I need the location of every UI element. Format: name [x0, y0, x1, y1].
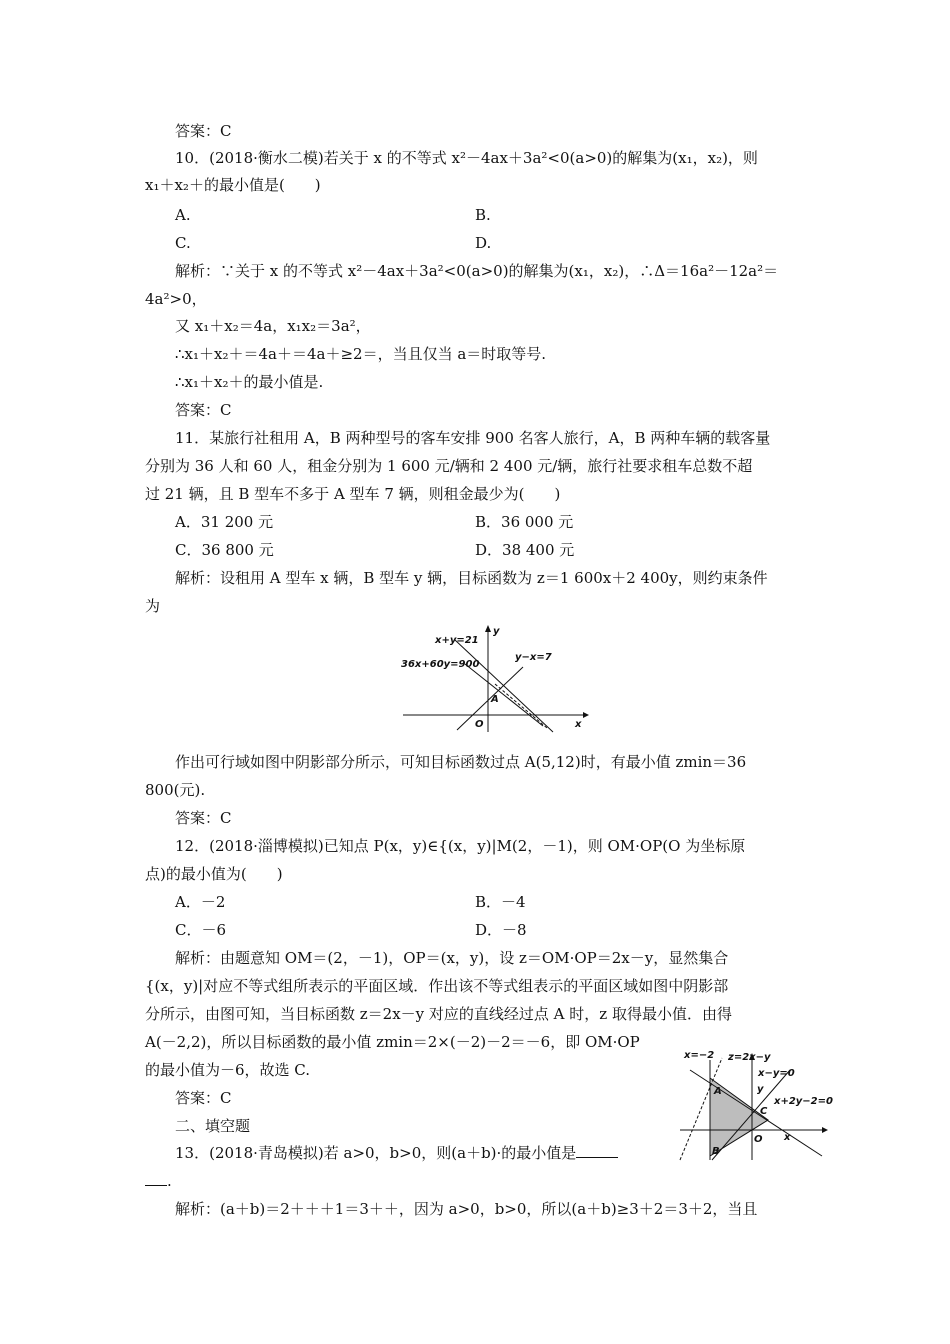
q11-option-b: B．36 000 元 [475, 513, 574, 531]
q12-option-d: D．－8 [475, 921, 527, 939]
q10-option-b: B. [475, 206, 491, 224]
q12-solution-5: 的最小值为－6，故选 C. [145, 1061, 311, 1079]
q11-option-c: C．36 800 元 [175, 541, 274, 559]
label-y-minus-x-7: y−x=7 [515, 652, 552, 663]
q11-solution-1: 解析：设租用 A 型车 x 辆，B 型车 y 辆，目标函数为 z＝1 600x＋2 400y，则约束条件 [175, 569, 768, 587]
q12-solution-4: A(－2,2)，所以目标函数的最小值 zmin＝2×(－2)－2＝－6，即 OM·OP [145, 1033, 640, 1051]
q11-solution-4: 800(元). [145, 781, 206, 799]
q12-solution-3: 分所示，由图可知，当目标函数 z＝2x－y 对应的直线经过点 A 时，z 取得最小值．由得 [145, 1005, 732, 1023]
label-x-eq-neg2: x=−2 [684, 1050, 715, 1061]
answer-prev: 答案：C [175, 122, 232, 140]
q10-solution-3: 又 x₁＋x₂＝4a，x₁x₂＝3a²， [175, 317, 371, 335]
q13-solution-1: 解析：(a＋b)＝2＋＋＋1＝3＋＋，因为 a>0，b>0，所以(a＋b)≥3＋2＝3＋2，当且 [175, 1200, 758, 1218]
label-z-2x-y: z=2x−y [728, 1052, 771, 1063]
q10-option-c: C. [175, 234, 191, 252]
q10-solution-2: 4a²>0， [145, 290, 207, 308]
label-origin: O [475, 719, 484, 730]
q13-line1-text: 13．(2018·青岛模拟)若 a>0，b>0，则(a＋b)·的最小值是 [175, 1144, 577, 1162]
q10-solution-1: 解析：∵关于 x 的不等式 x²－4ax＋3a²<0(a>0)的解集为(x₁，x₂)，∴Δ＝16a²－12a²＝ [175, 262, 779, 280]
q12-option-c: C．－6 [175, 921, 227, 939]
q12-option-b: B．－4 [475, 893, 526, 911]
q11-line1: 11．某旅行社租用 A，B 两种型号的客车安排 900 名客人旅行，A，B 两种车辆的载客量 [175, 429, 771, 447]
q12-option-a: A．－2 [175, 893, 226, 911]
q12-solution-1: 解析：由题意知 OM＝(2，－1)，OP＝(x，y)，设 z＝OM·OP＝2x－y，显然集合 [175, 949, 729, 967]
q11-solution-2: 为 [145, 597, 161, 615]
section-title-fill-blank: 二、填空题 [175, 1117, 251, 1135]
q12-solution-2: {(x，y)|对应不等式组所表示的平面区域．作出该不等式组表示的平面区域如图中阴影部 [145, 977, 729, 995]
label-point-b: B [712, 1146, 720, 1157]
label-36x-60y-900: 36x+60y=900 [401, 659, 480, 670]
q13-line2-tail: . [167, 1172, 172, 1190]
objective-line-dashed [495, 684, 547, 728]
q13-answer-blank-cont [145, 1171, 167, 1186]
q10-option-d: D. [475, 234, 492, 252]
q10-solution-5: ∴x₁＋x₂＋的最小值是. [175, 373, 324, 391]
q10-line1: 10．(2018·衡水二模)若关于 x 的不等式 x²－4ax＋3a²<0(a>0)的解集为(x₁，x₂)，则 [175, 149, 758, 167]
label-x-axis: x [575, 719, 582, 730]
label-x-minus-y-0: x−y=0 [758, 1068, 795, 1079]
label-y-axis: y [757, 1084, 764, 1095]
q10-solution-4: ∴x₁＋x₂＋＝4a＋＝4a＋≥2＝，当且仅当 a＝时取等号. [175, 345, 547, 363]
label-point-a: A [714, 1086, 722, 1097]
q12-feasible-region-figure [672, 1048, 842, 1163]
q11-option-a: A．31 200 元 [175, 513, 274, 531]
label-y-axis: y [493, 626, 500, 637]
label-x-axis: x [784, 1132, 791, 1143]
q11-option-d: D．38 400 元 [475, 541, 575, 559]
q13-answer-blank [576, 1143, 618, 1158]
q11-feasible-region-figure [395, 622, 595, 737]
label-point-c: C [760, 1106, 768, 1117]
q10-answer: 答案：C [175, 401, 232, 419]
x-axis-arrow [822, 1127, 828, 1133]
q11-line3: 过 21 辆，且 B 型车不多于 A 型车 7 辆，则租金最少为( ) [145, 485, 561, 503]
label-point-a: A [491, 694, 499, 705]
q11-solution-3: 作出可行域如图中阴影部分所示，可知目标函数过点 A(5,12)时，有最小值 zmin＝36 [175, 753, 747, 771]
q10-option-a: A. [175, 206, 191, 224]
q11-answer: 答案：C [175, 809, 232, 827]
label-x-plus-y-21: x+y=21 [435, 635, 479, 646]
q12-answer: 答案：C [175, 1089, 232, 1107]
q13-line2 [145, 1171, 172, 1191]
q11-line2: 分别为 36 人和 60 人，租金分别为 1 600 元/辆和 2 400 元/辆，旅行社要求租车总数不超 [145, 457, 753, 475]
x-axis-arrow [583, 712, 589, 718]
q12-line1: 12．(2018·淄博模拟)已知点 P(x，y)∈{(x，y)|M(2，－1)，则 OM·OP(O 为坐标原 [175, 837, 746, 855]
label-origin: O [754, 1134, 763, 1145]
line-36x-60y-900 [465, 664, 543, 726]
label-x-plus-2y-2: x+2y−2=0 [774, 1096, 833, 1107]
line-y-minus-x-7 [457, 667, 523, 730]
y-axis-arrow [485, 625, 491, 632]
q12-line2: 点)的最小值为( ) [145, 865, 283, 883]
q10-line2: x₁＋x₂＋的最小值是( ) [145, 176, 321, 194]
q13-line1 [175, 1143, 618, 1163]
